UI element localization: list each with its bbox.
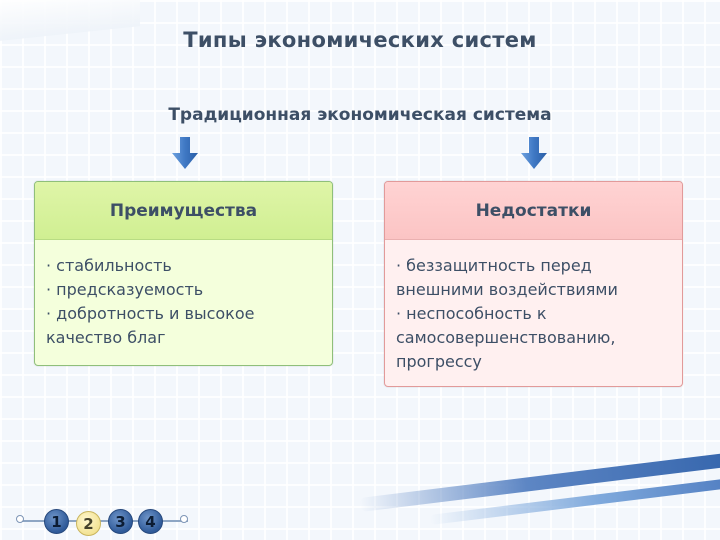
list-item: прогрессу	[396, 352, 482, 371]
list-item: внешними воздействиями	[396, 280, 618, 299]
slide-pager	[14, 505, 194, 535]
list-item: · стабильность	[46, 256, 172, 275]
page-button-2[interactable]: 2	[76, 511, 101, 536]
pager-start-dot	[16, 515, 24, 523]
page-button-1[interactable]: 1	[44, 509, 69, 534]
pager-end-dot	[180, 515, 188, 523]
advantages-list	[35, 240, 332, 350]
disadvantages-header: Недостатки	[385, 182, 682, 240]
down-arrow-icon	[172, 137, 198, 169]
disadvantages-list	[385, 240, 682, 374]
list-item: · предсказуемость	[46, 280, 204, 299]
slide-title: Типы экономических систем	[183, 28, 537, 52]
slide-subtitle: Традиционная экономическая система	[168, 105, 552, 125]
list-item: · неспособность к	[396, 304, 547, 323]
disadvantages-box	[384, 181, 683, 387]
page-button-3[interactable]: 3	[108, 509, 133, 534]
advantages-box	[34, 181, 333, 366]
list-item: · добротность и высокое	[46, 304, 255, 323]
list-item: · беззащитность перед	[396, 256, 592, 275]
page-button-4[interactable]: 4	[138, 509, 163, 534]
advantages-header: Преимущества	[35, 182, 332, 240]
down-arrow-icon	[521, 137, 547, 169]
list-item: самосовершенствованию,	[396, 328, 616, 347]
list-item: качество благ	[46, 328, 166, 347]
